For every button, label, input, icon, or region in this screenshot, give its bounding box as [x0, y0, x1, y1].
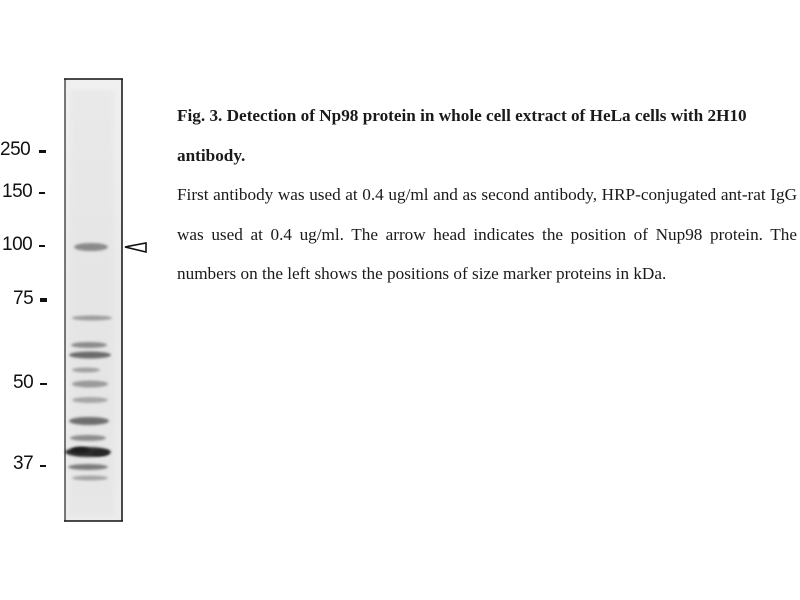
- marker-label-37: 37: [13, 453, 34, 474]
- marker-label-250: 250: [0, 139, 31, 160]
- marker-label-50: 50: [13, 372, 34, 393]
- marker-tick-37: [40, 465, 46, 467]
- marker-tick-250: [39, 150, 46, 153]
- marker-label-75: 75: [13, 288, 34, 309]
- blot-image: [0, 0, 170, 600]
- marker-tick-150: [39, 192, 45, 194]
- band-nup98: [74, 243, 108, 251]
- marker-tick-100: [39, 245, 45, 247]
- arrowhead-icon: [125, 243, 146, 252]
- western-blot-figure: [0, 0, 170, 600]
- caption-title: Fig. 3. Detection of Np98 protein in whole cell extract of HeLa cells with 2H10 antibody.: [177, 106, 747, 165]
- marker-tick-50: [40, 383, 47, 385]
- marker-label-150: 150: [2, 181, 33, 202]
- marker-tick-75: [40, 298, 47, 302]
- caption-body: First antibody was used at 0.4 ug/ml and as second antibody, HRP-conjugated ant-rat IgG was used at 0.4 ug/ml. The arrow head indicates the position of Nup98 protein. The numbers on the left shows the positions of size marker proteins in kDa.: [177, 185, 797, 283]
- marker-ticks: [39, 150, 47, 467]
- marker-label-100: 100: [2, 234, 33, 255]
- figure-caption: [177, 96, 797, 294]
